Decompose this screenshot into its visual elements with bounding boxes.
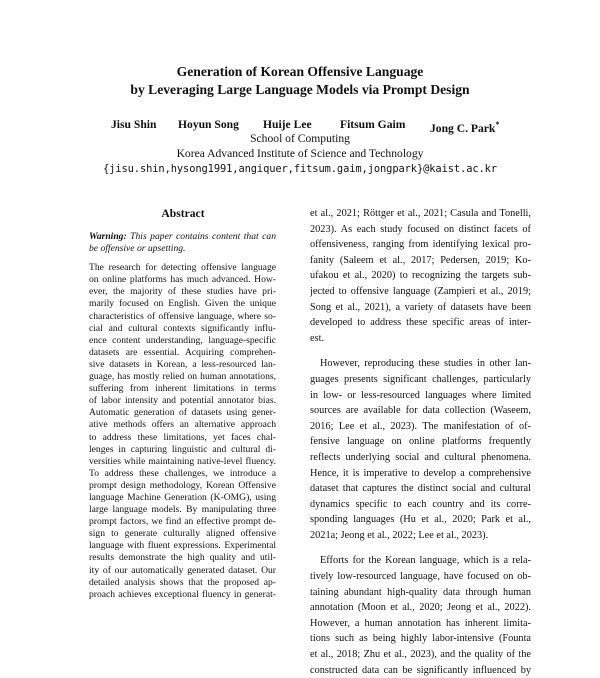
- abstract-line: ity of our automatically generated dataset. Our: [89, 564, 276, 576]
- abstract-heading: Abstract: [161, 207, 205, 220]
- content-warning-line: be offensive or upsetting.: [89, 243, 186, 255]
- body-paragraph: [310, 356, 531, 543]
- author-emails: {jisu.shin,hysong1991,angiquer,fitsum.gaim,jongpark}@kaist.ac.kr: [103, 163, 497, 175]
- body-line: 2023). As each study focused on distinct facets of: [310, 223, 531, 235]
- body-line: est.: [310, 332, 325, 344]
- abstract-line: ence content understanding, language-specific: [89, 334, 276, 346]
- abstract-line: language Machine Generation (K-OMG), using: [89, 491, 276, 503]
- body-line: offensiveness, ranging from identifying lexical pro-: [310, 239, 531, 251]
- body-line: Efforts for the Korean language, which is a rela-: [320, 555, 531, 567]
- body-line: dynamics specific to each country and its corre-: [310, 498, 531, 510]
- abstract-line: datasets are essential. Acquiring comprehen-: [89, 346, 276, 358]
- paper-title-line-1: Generation of Korean Offensive Language: [176, 64, 424, 79]
- body-line: taining abundant high-quality data through human: [310, 586, 531, 598]
- abstract-line: To address these challenges, we introduce a: [89, 467, 276, 479]
- body-line: However, a human annotation has inherent limita-: [310, 617, 531, 629]
- body-line: Hence, it is imperative to develop a comprehensive: [310, 467, 531, 479]
- abstract-line: to address these limitations, yet faces chal-: [89, 431, 276, 443]
- content-warning: Warning: This paper contains content that can: [89, 231, 276, 242]
- body-line: et al., 2021; Röttger et al., 2021; Casula and Tonelli,: [310, 208, 531, 219]
- body-line: et al., 2018; Zhu et al., 2023), and the quality of the: [310, 649, 531, 661]
- abstract-body: [89, 231, 276, 601]
- abstract-line: cial and cultural contexts significantly influ-: [89, 322, 276, 334]
- body-line: tions such as being highly labor-intensive (Founta: [310, 633, 531, 645]
- body-paragraph: [310, 553, 531, 678]
- body-line: reflects underlying social and cultural phenomena.: [310, 451, 531, 463]
- body-paragraph: [310, 206, 531, 346]
- abstract-line: The research for detecting offensive language: [89, 262, 276, 274]
- body-line: ufakou et al., 2020) to recognizing the targets sub-: [310, 270, 531, 282]
- abstract-line: results demonstrate the high quality and util-: [89, 552, 276, 564]
- author-name: Jisu Shin: [111, 118, 157, 131]
- abstract-line: ative methods offers an alternative approach: [89, 419, 276, 431]
- introduction-body: [310, 206, 531, 678]
- body-line: sources are available for data collection (Waseem,: [310, 405, 531, 417]
- body-line: in low- or less-resourced languages where limited: [310, 389, 531, 401]
- corresponding-author-mark: *: [495, 120, 500, 129]
- body-line: dataset that captures the distinct social and cultural: [310, 483, 531, 495]
- body-line: sponding languages (Hu et al., 2020; Park et al.,: [310, 514, 531, 526]
- abstract-line: proach achieves exceptional fluency in generat-: [89, 588, 276, 600]
- abstract-line: prompt design methodology, Korean Offensive: [89, 479, 276, 491]
- abstract-line: of labor intensity and potential annotator bias.: [89, 395, 276, 407]
- body-line: fanity (Saleem et al., 2017; Pedersen, 2019; Ko-: [310, 254, 531, 266]
- body-line: fensive language on online platforms frequently: [310, 436, 531, 448]
- body-line: 2016; Lee et al., 2023). The manifestation of of-: [310, 420, 531, 432]
- body-line: guages presents significant challenges, particularly: [310, 373, 531, 385]
- author-name: Hoyun Song: [178, 118, 239, 131]
- body-line: developed to address these specific areas of inter-: [310, 317, 531, 329]
- warning-label: Warning:: [89, 231, 127, 242]
- abstract-line: Automatic generation of datasets using gener-: [89, 407, 276, 419]
- affiliation-institution: Korea Advanced Institute of Science and Technology: [176, 147, 424, 160]
- abstract-line: sign to generate culturally aligned offensive: [89, 528, 276, 540]
- abstract-line: characteristics of offensive language, where so-: [89, 310, 276, 322]
- author-name: Jong C. Park: [430, 121, 496, 135]
- abstract-line: prompt factors, we find an effective prompt de-: [89, 516, 276, 528]
- abstract-line: lenges in capturing linguistic and cultural di-: [89, 443, 276, 455]
- abstract-line: large language models. By manipulating three: [89, 504, 276, 516]
- abstract-line: guage, has mostly relied on human annotations,: [89, 371, 276, 383]
- abstract-line: sive datasets in Korean, a less-resourced lan-: [89, 358, 276, 370]
- author-name: Fitsum Gaim: [340, 118, 406, 131]
- author-name: Huije Lee: [263, 118, 312, 131]
- body-line: constructed data can be significantly influenced by: [310, 664, 531, 676]
- abstract-line: ever, the majority of these studies have pri-: [89, 286, 276, 298]
- affiliation-department: School of Computing: [250, 132, 350, 145]
- abstract-line: detailed analysis shows that the proposed ap-: [89, 576, 276, 588]
- abstract-line: versities while maintaining native-level fluency.: [89, 455, 276, 467]
- abstract-line: language with fluent expressions. Experimental: [89, 540, 276, 552]
- body-line: jected to offensive language (Zampieri et al., 2019;: [310, 285, 531, 297]
- body-line: 2021a; Jeong et al., 2022; Lee et al., 2023).: [310, 529, 489, 541]
- abstract-line: marily focused on English. Given the unique: [89, 298, 276, 310]
- paper-title-line-2: by Leveraging Large Language Models via Prompt Design: [130, 82, 470, 97]
- abstract-line: on online platforms has much advanced. How-: [89, 274, 276, 286]
- body-line: tively low-resourced language, have focused on ob-: [310, 571, 531, 583]
- abstract-line: suffering from inherent limitations in terms: [89, 383, 276, 395]
- body-line: Song et al., 2021), a variety of datasets have been: [310, 301, 531, 313]
- body-line: annotation (Moon et al., 2020; Jeong et al., 2022).: [310, 602, 531, 614]
- body-line: However, reproducing these studies in other lan-: [320, 358, 531, 370]
